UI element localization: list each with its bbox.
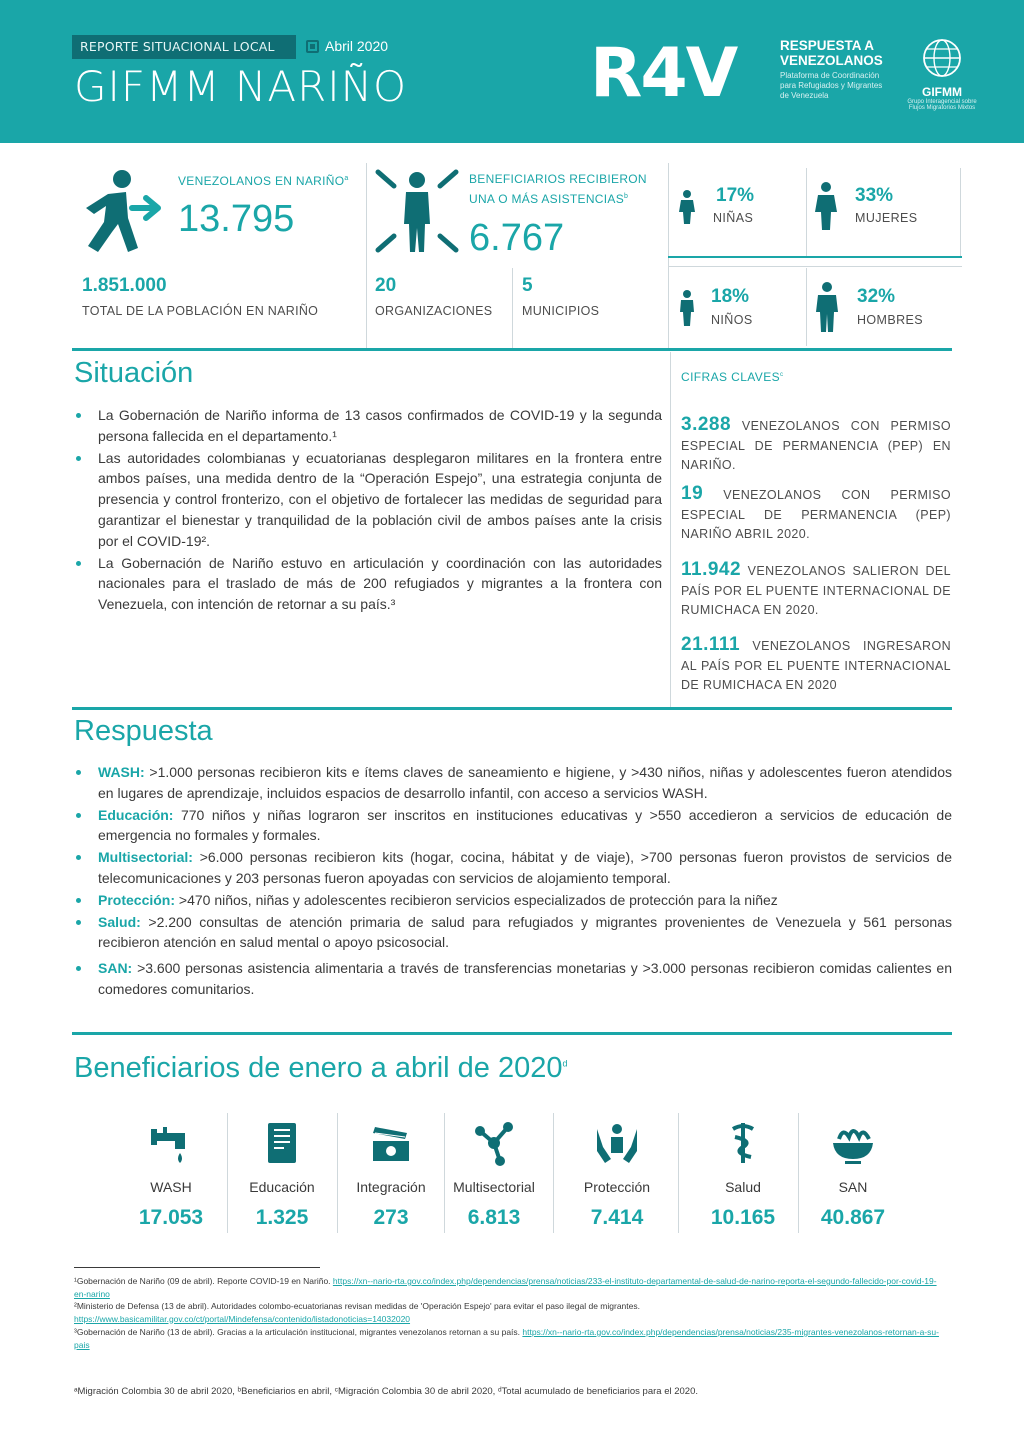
food-bowl-icon	[829, 1119, 877, 1167]
report-date	[306, 38, 388, 54]
beneficiarios-wash: WASH 17.053	[117, 1113, 225, 1235]
footnote-link[interactable]: https://xn--nario-rta.gov.co/index.php/dependencias/prensa/noticias/235-migrantes-venezolanos-retornan-a-su-pais	[74, 1327, 939, 1350]
divider	[366, 163, 367, 348]
water-tap-icon	[147, 1119, 195, 1167]
divider	[678, 1113, 679, 1233]
sources-note: ᵃMigración Colombia 30 de abril 2020, ᵇBeneficiarios en abril, ᶜMigración Colombia 30 de abril 2020, ᵈTotal acumulado de beneficiarios para el 2020.	[74, 1386, 699, 1397]
divider	[806, 268, 807, 346]
beneficiary-person-icon	[374, 168, 460, 254]
poblacion-label: TOTAL DE LA POBLACIÓN EN NARIÑO	[82, 304, 319, 318]
footnote-1: ¹Gobernación de Nariño (09 de abril). Reporte COVID-19 en Nariño. https://xn--nario-rta.gov.co/index.php/dependencias/prensa/noticias/233-el-instituto-departamental-de-salud-de-narino-reporta-el-segundo-fallecido-por-covid-19-en-narino	[74, 1276, 937, 1299]
report-date-text: Abril 2020	[325, 38, 389, 54]
mujeres-pct: 33%	[855, 185, 894, 206]
divider	[668, 266, 962, 267]
cifra-clave-item: 21.111 VENEZOLANOS INGRESARON AL PAÍS POR EL PUENTE INTERNACIONAL DE RUMICHACA EN 2020	[681, 634, 951, 692]
venezolanos-label: VENEZOLANOS EN NARIÑO$^a$	[178, 174, 349, 188]
footnote-link[interactable]: https://www.basicamilitar.gov.co/ct/portal/Mindefensa/contenido/listadonoticias=14032020	[74, 1313, 411, 1324]
list-item: Las autoridades colombianas y ecuatorianas desplegaron militares en la frontera entre ambos países, una medida dentro de la “Operación Espejo”, una estrategia conjunta de presencia y control fronterizo, con el objetivo de fortalecer las medidas de seguridad para garantizar el bienestar y tranquilidad de la población civil de ambos países ante la crisis por el COVID-19².	[74, 448, 662, 552]
list-item: La Gobernación de Nariño informa de 13 casos confirmados de COVID-19 y la segunda persona fallecida en el departamento.¹	[74, 405, 662, 447]
divider	[670, 352, 671, 708]
venezolanos-value: 13.795	[178, 198, 295, 240]
footnote-rule	[74, 1267, 320, 1268]
book-icon	[258, 1119, 306, 1167]
section-rule	[72, 707, 952, 710]
money-icon	[367, 1119, 415, 1167]
boy-icon	[678, 290, 696, 326]
ninas-label: NIÑAS	[713, 211, 754, 225]
municipios-value: 5	[522, 275, 533, 296]
r4v-line2: VENEZOLANOS	[780, 53, 883, 68]
list-item: Salud: >2.200 consultas de atención primaria de salud para refugiados y migrantes provenientes de Venezuela y 561 personas recibieron atención en salud mental o apoyo psicosocial.	[74, 912, 952, 954]
beneficiarios-integracion: Integración 273	[337, 1113, 445, 1235]
beneficiarios-salud: Salud 10.165	[689, 1113, 797, 1235]
globe-icon	[920, 36, 964, 80]
footnote-2: ²Ministerio de Defensa (13 de abril). Autoridades colombo-ecuatorianas revisan medidas de 'Operación Espejo' para evitar el paso ilegal de migrantes. https://www.basicamilitar.gov.co/ct/portal/Mindefensa/contenido/listadonoticias=14032020	[74, 1301, 640, 1324]
network-icon	[470, 1119, 518, 1167]
walking-person-icon	[72, 168, 164, 254]
page-title: GIFMM NARIÑO	[74, 62, 408, 111]
situacion-heading: Situación	[74, 357, 194, 389]
list-item: Protección: >470 niños, niñas y adolescentes recibieron servicios especializados de protección para la niñez	[74, 890, 952, 911]
gifmm-logo	[902, 36, 982, 112]
divider	[668, 256, 962, 258]
list-item: La Gobernación de Nariño estuvo en articulación y coordinación con las autoridades nacionales para el traslado de más de 200 refugiados y migrantes a la frontera con Venezuela, con intención de retornar a su país.³	[74, 553, 662, 615]
beneficiarios-heading: Beneficiarios de enero a abril de 2020$^d$	[74, 1052, 568, 1084]
organizaciones-value: 20	[375, 275, 397, 296]
ninos-label: NIÑOS	[711, 313, 753, 327]
cifra-clave-item: 11.942 VENEZOLANOS SALIERON DEL PAÍS POR EL PUENTE INTERNACIONAL DE RUMICHACA EN 2020.	[681, 559, 951, 617]
beneficiarios-educacion: Educación 1.325	[228, 1113, 336, 1235]
ninos-pct: 18%	[711, 286, 750, 307]
r4v-logo	[590, 38, 770, 102]
divider	[553, 1113, 554, 1233]
beneficiarios-san: SAN 40.867	[799, 1113, 907, 1235]
cifra-clave-item: 19 VENEZOLANOS CON PERMISO ESPECIAL DE PERMANENCIA (PEP) NARIÑO ABRIL 2020.	[681, 483, 951, 541]
respuesta-list	[74, 762, 952, 1001]
gifmm-name: GIFMM	[922, 85, 962, 99]
calendar-icon	[306, 40, 319, 53]
ninas-pct: 17%	[716, 185, 755, 206]
poblacion-value: 1.851.000	[82, 275, 167, 296]
section-rule	[72, 1032, 952, 1035]
health-caduceus-icon	[719, 1119, 767, 1167]
cifra-clave-item: 3.288 VENEZOLANOS CON PERMISO ESPECIAL DE PERMANENCIA (PEP) EN NARIÑO.	[681, 414, 951, 472]
municipios-label: MUNICIPIOS	[522, 304, 600, 318]
beneficiarios-proteccion: Protección 7.414	[563, 1113, 671, 1235]
situacion-list	[74, 405, 662, 616]
divider	[512, 268, 513, 348]
beneficiarios-multisectorial: Multisectorial 6.813	[440, 1113, 548, 1235]
beneficiarios-value: 6.767	[469, 217, 565, 259]
beneficiarios-label: BENEFICIARIOS RECIBIERON UNA O MÁS ASISTENCIAS$^b$	[469, 172, 647, 206]
list-item: SAN: >3.600 personas asistencia alimentaria a través de transferencias monetarias y >3.000 personas recibieron comidas calientes en comedores comunitarios.	[74, 958, 952, 1000]
r4v-caption	[780, 38, 890, 101]
page-header	[0, 0, 1024, 143]
mujeres-label: MUJERES	[855, 211, 918, 225]
footnote-3: ³Gobernación de Nariño (13 de abril). Gracias a la articulación institucional, migrantes venezolanos retornan a su país. https://xn--nario-rta.gov.co/index.php/dependencias/prensa/noticias/235-migrantes-venezolanos-retornan-a-su-pais	[74, 1327, 939, 1350]
report-tag: REPORTE SITUACIONAL LOCAL	[72, 35, 296, 59]
r4v-logo-text: R4V	[590, 38, 737, 102]
cifras-claves-title: CIFRAS CLAVES$^c$	[681, 370, 784, 384]
divider	[960, 168, 961, 256]
r4v-subtitle: Plataforma de Coordinación para Refugiados y Migrantes de Venezuela	[780, 71, 883, 100]
divider	[806, 168, 807, 256]
girl-icon	[678, 190, 696, 224]
protection-hands-icon	[593, 1119, 641, 1167]
woman-icon	[814, 182, 838, 230]
man-icon	[814, 282, 840, 332]
hombres-pct: 32%	[857, 286, 896, 307]
organizaciones-label: ORGANIZACIONES	[375, 304, 493, 318]
gifmm-subtitle: Grupo Interagencial sobre Flujos Migratorios Mixtos	[907, 99, 977, 111]
respuesta-heading: Respuesta	[74, 715, 213, 747]
list-item: Educación: 770 niños y niñas lograron ser inscritos en instituciones educativas y >550 accedieron a servicios de educación de emergencia no formales y formales.	[74, 805, 952, 847]
r4v-line1: RESPUESTA A	[780, 38, 875, 53]
footnote-link[interactable]: https://xn--nario-rta.gov.co/index.php/dependencias/prensa/noticias/233-el-instituto-departamental-de-salud-de-narino-reporta-el-segundo-fallecido-por-covid-19-en-narino	[74, 1276, 937, 1299]
list-item: Multisectorial: >6.000 personas recibieron kits (hogar, cocina, hábitat y de viaje), >700 personas fueron provistos de servicios de telecomunicaciones y 203 personas fueron apoyadas con servicios de alojamiento temporal.	[74, 847, 952, 889]
list-item: WASH: >1.000 personas recibieron kits e ítems claves de saneamiento e higiene, y >430 niños, niñas y adolescentes fueron atendidos en lugares de aprendizaje, incluidos espacios de desarrollo infantil, con acceso a servicios WASH.	[74, 762, 952, 804]
hombres-label: HOMBRES	[857, 313, 924, 327]
section-rule	[72, 348, 952, 351]
